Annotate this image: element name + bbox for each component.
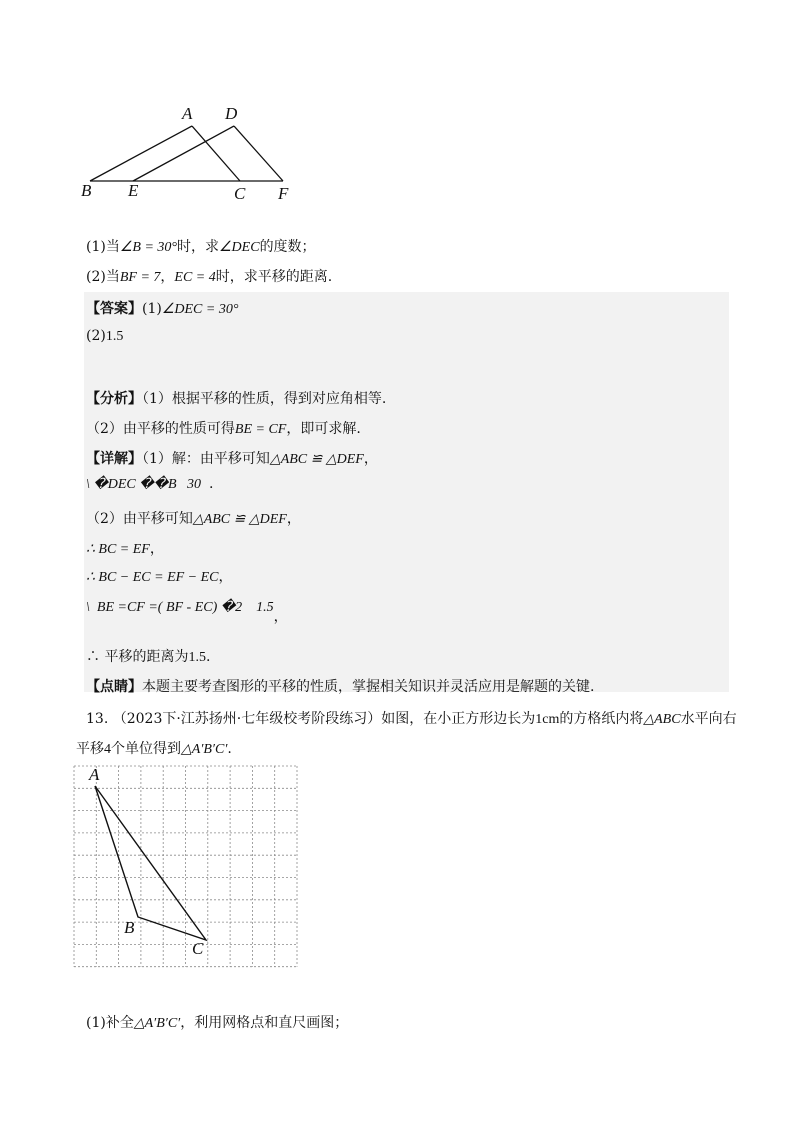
comment-text: 本题主要考查图形的平移的性质，掌握相关知识并灵活应用是解题的关键. — [142, 679, 595, 695]
question-2 — [86, 266, 332, 286]
answer-tag: 【答案】 — [86, 301, 142, 317]
detail-line-4 — [86, 538, 164, 558]
question-1 — [86, 236, 316, 256]
q2-suffix: 时，求平移的距离. — [215, 269, 333, 285]
triangle-ABC — [95, 786, 206, 940]
detail-1-post: ， — [363, 451, 378, 467]
translation-figure — [78, 100, 308, 205]
problem-line2-post: . — [227, 741, 232, 757]
answer-2-line — [86, 328, 123, 345]
detail-line-2 — [86, 476, 213, 493]
detail-7-value: 1.5 — [188, 650, 206, 665]
label-E: E — [128, 181, 139, 200]
analysis-text-2-pre: （2）由平移的性质可得 — [86, 421, 235, 437]
answer-2-num: (2) — [86, 328, 106, 344]
problem-unit: 1cm — [535, 712, 560, 727]
detail-line-3 — [86, 508, 301, 528]
analysis-line-1 — [86, 388, 386, 408]
detail-line-7 — [86, 646, 210, 666]
answer-2-value: 1.5 — [105, 329, 124, 344]
label-A: A — [89, 765, 100, 784]
detail-3-pre: （2）由平移可知 — [86, 511, 193, 527]
sub-question-1 — [86, 1012, 348, 1032]
label-A: A — [182, 104, 193, 123]
q1-suffix: 的度数； — [259, 239, 316, 255]
problem-line2-pre: 平移 — [76, 741, 104, 757]
analysis-line-2 — [86, 418, 361, 438]
q2-bf: BF = 7 — [119, 270, 161, 285]
detail-7-post: . — [205, 649, 211, 665]
label-B: B — [81, 181, 92, 200]
label-D: D — [225, 104, 238, 123]
q1-target: ∠DEC — [219, 240, 260, 255]
segment-ED — [133, 126, 234, 181]
comment-line — [86, 676, 594, 696]
detail-4-eq: ∴ BC = EF — [86, 542, 150, 557]
detail-7-pre: ∴ 平移的距离为 — [86, 649, 189, 665]
problem-tail: 水平向右 — [680, 711, 737, 727]
detail-line-6 — [86, 596, 288, 625]
subq1-triangle: △A′B′C′ — [133, 1016, 181, 1031]
detail-4-post: ， — [149, 541, 164, 557]
problem-line2-mid: 个单位得到 — [111, 741, 181, 757]
detail-6-eq: \ BE =CF =( BF - EC) �2 1.5 — [86, 600, 274, 615]
problem-mid: 的方格纸内将 — [559, 711, 644, 727]
analysis-text-2-post: ，即可求解. — [286, 421, 361, 437]
problem-13-line-2 — [76, 738, 232, 758]
label-C: C — [234, 184, 246, 203]
detail-1-pre: （1）解：由平移可知 — [142, 451, 270, 467]
problem-triangle: △ABC — [643, 712, 681, 727]
comment-tag: 【点睛】 — [86, 679, 142, 695]
q1-angle: ∠B = 30° — [119, 240, 177, 255]
label-B: B — [124, 918, 135, 937]
detail-3-eq: △ABC ≌ △DEF — [192, 512, 287, 527]
q2-prefix: (2)当 — [86, 269, 120, 285]
problem-steps: 4 — [104, 742, 111, 757]
detail-2-dot: . — [209, 476, 214, 492]
grid-figure — [72, 764, 324, 986]
subq1-prefix: (1)补全 — [86, 1015, 134, 1031]
answer-line — [86, 298, 238, 318]
detail-5-post: ， — [218, 569, 233, 585]
detail-2-text: \ �DEC ��B 30 — [86, 477, 202, 492]
segment-BA — [90, 126, 192, 181]
problem-triangle-2: △A′B′C′ — [181, 742, 228, 757]
problem-source: （2023下·江苏扬州·七年级校考阶段练习）如图，在小正方形边长为 — [112, 711, 536, 727]
detail-5-eq: ∴ BC − EC = EF − EC — [86, 570, 219, 585]
analysis-eq: BE = CF — [234, 422, 287, 437]
answer-1-num: (1) — [142, 301, 162, 317]
detail-line-5 — [86, 566, 233, 586]
detail-line-1 — [86, 448, 378, 468]
label-F: F — [278, 184, 289, 203]
detail-1-eq: △ABC ≌ △DEF — [269, 452, 364, 467]
segment-DF — [234, 126, 283, 181]
segment-AC — [192, 126, 240, 181]
problem-number: 13. — [86, 711, 109, 727]
problem-13-line-1 — [86, 708, 737, 728]
subq1-suffix: ，利用网格点和直尺画图； — [180, 1015, 349, 1031]
q2-sep: ， — [160, 269, 175, 285]
q1-mid: 时，求 — [177, 239, 219, 255]
q1-prefix: (1)当 — [86, 239, 120, 255]
detail-6-post: ， — [273, 609, 288, 625]
detail-3-post: ， — [286, 511, 301, 527]
analysis-text-1: （1）根据平移的性质，得到对应角相等. — [142, 391, 387, 407]
answer-1-value: ∠DEC = 30° — [161, 302, 239, 317]
q2-ec: EC = 4 — [174, 270, 216, 285]
label-C: C — [192, 939, 204, 958]
analysis-tag: 【分析】 — [86, 391, 142, 407]
detail-tag: 【详解】 — [86, 451, 142, 467]
